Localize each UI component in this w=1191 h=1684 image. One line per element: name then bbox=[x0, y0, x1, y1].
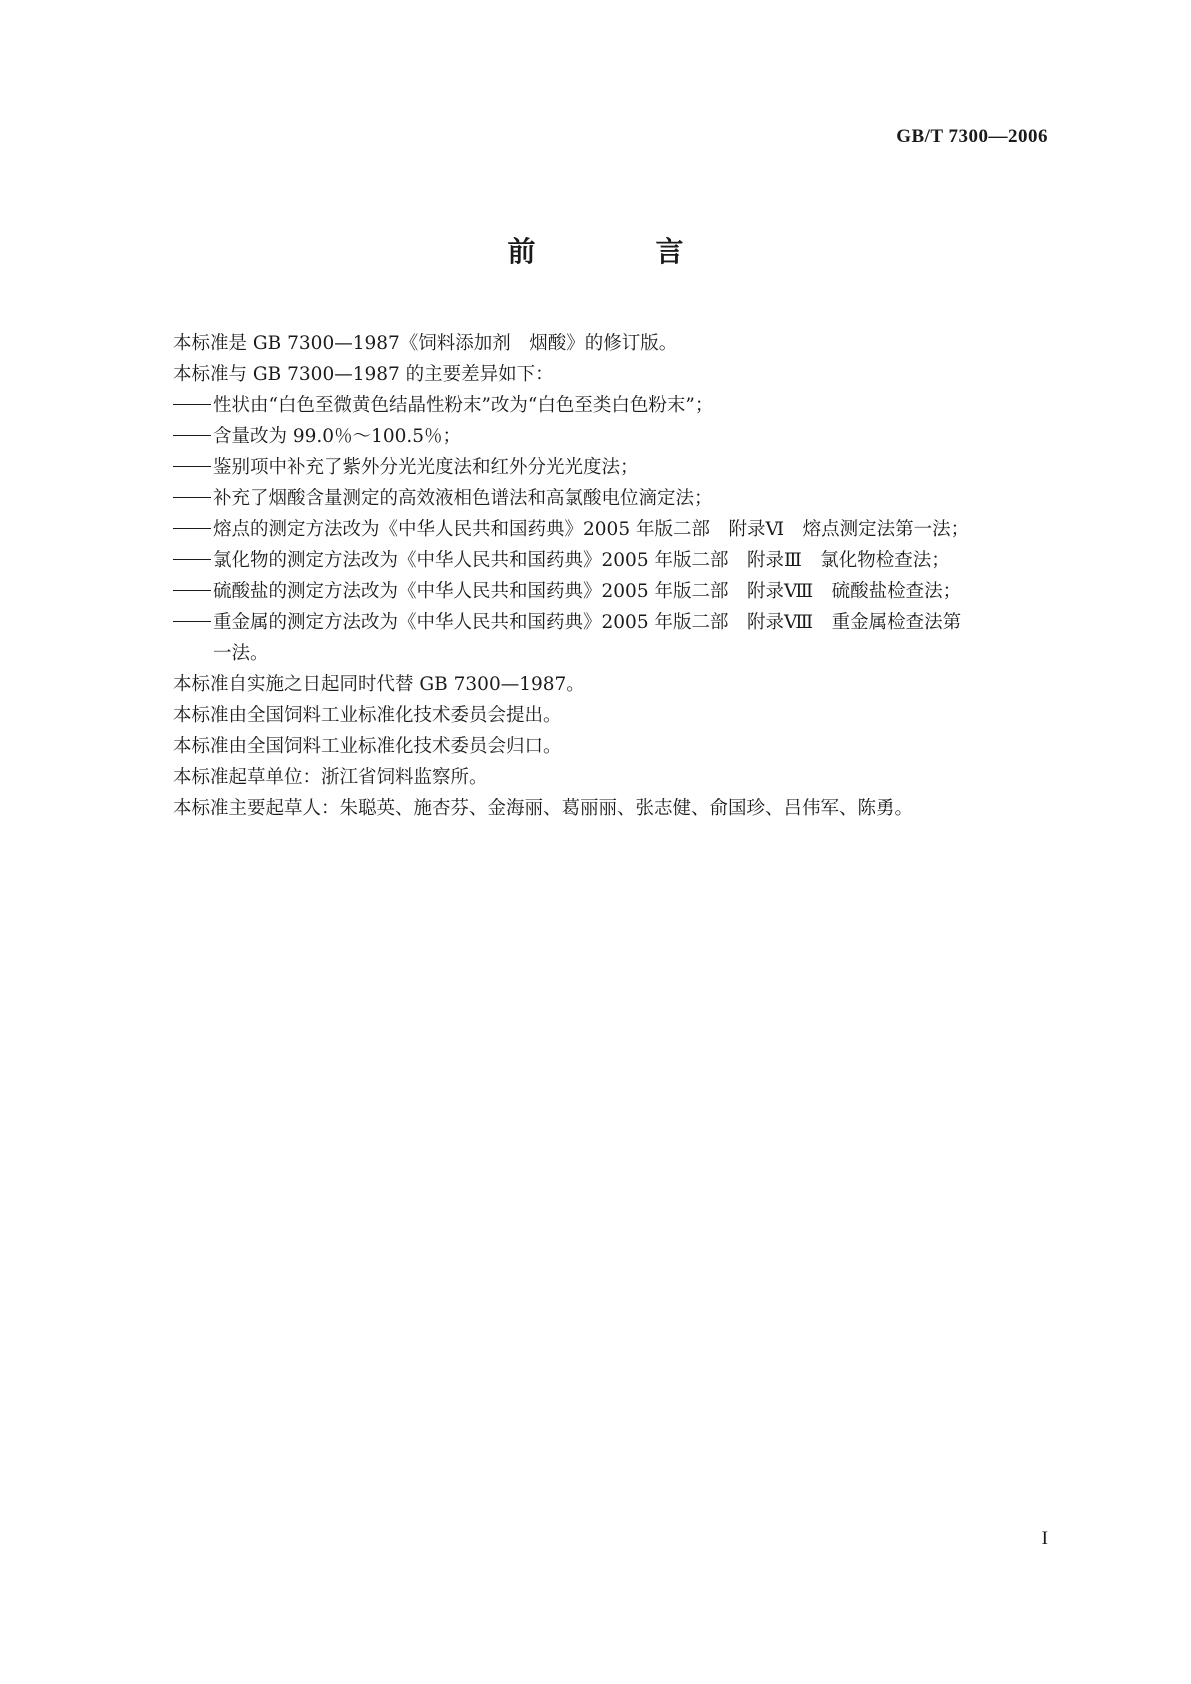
dash-marker bbox=[173, 466, 211, 467]
foreword-body bbox=[173, 328, 1053, 824]
list-item bbox=[173, 421, 1053, 452]
list-item-text: 氯化物的测定方法改为《中华人民共和国药典》2005 年版二部 附录Ⅲ 氯化物检查法； bbox=[213, 550, 950, 571]
list-item-text: 性状由“白色至微黄色结晶性粉末”改为“白色至类白色粉末”； bbox=[213, 395, 714, 416]
dash-marker bbox=[173, 559, 211, 560]
list-item bbox=[173, 545, 1053, 576]
paragraph-replaces: 本标准自实施之日起同时代替 GB 7300—1987。 bbox=[173, 674, 585, 695]
list-item bbox=[173, 514, 1053, 545]
page-title: 前 言 bbox=[507, 235, 730, 268]
list-item bbox=[173, 452, 1053, 483]
dash-marker bbox=[173, 404, 211, 405]
dash-marker bbox=[173, 435, 211, 436]
paragraph-centralized-by: 本标准由全国饲料工业标准化技术委员会归口。 bbox=[173, 736, 562, 757]
list-item bbox=[173, 390, 1053, 421]
list-item-text: 补充了烟酸含量测定的高效液相色谱法和高氯酸电位滴定法； bbox=[213, 488, 713, 509]
paragraph-proposed-by: 本标准由全国饲料工业标准化技术委员会提出。 bbox=[173, 705, 562, 726]
paragraph-drafters: 本标准主要起草人：朱聪英、施杏芬、金海丽、葛丽丽、张志健、俞国珍、吕伟军、陈勇。 bbox=[173, 798, 914, 819]
dash-marker bbox=[173, 621, 211, 622]
list-item-text: 含量改为 99.0％～100.5％； bbox=[213, 426, 462, 447]
paragraph-drafting-unit: 本标准起草单位：浙江省饲料监察所。 bbox=[173, 767, 488, 788]
list-item-text: 硫酸盐的测定方法改为《中华人民共和国药典》2005 年版二部 附录Ⅷ 硫酸盐检查法； bbox=[213, 581, 962, 602]
dash-marker bbox=[173, 497, 211, 498]
list-item bbox=[173, 607, 1053, 638]
list-item-text: 鉴别项中补充了紫外分光光度法和红外分光光度法； bbox=[213, 457, 639, 478]
list-item bbox=[173, 483, 1053, 514]
standard-code: GB/T 7300—2006 bbox=[896, 126, 1048, 147]
list-item-text: 重金属的测定方法改为《中华人民共和国药典》2005 年版二部 附录Ⅷ 重金属检查法第 bbox=[213, 612, 962, 633]
list-item-text: 熔点的测定方法改为《中华人民共和国药典》2005 年版二部 附录Ⅵ 熔点测定法第一法； bbox=[213, 519, 970, 540]
dash-marker bbox=[173, 590, 211, 591]
dash-marker bbox=[173, 528, 211, 529]
paragraph-differences-intro: 本标准与 GB 7300—1987 的主要差异如下： bbox=[173, 364, 554, 385]
list-item-continuation: 一法。 bbox=[213, 643, 269, 664]
page-number: I bbox=[1041, 1528, 1048, 1549]
paragraph-revision: 本标准是 GB 7300—1987《饲料添加剂 烟酸》的修订版。 bbox=[173, 333, 678, 354]
list-item bbox=[173, 576, 1053, 607]
